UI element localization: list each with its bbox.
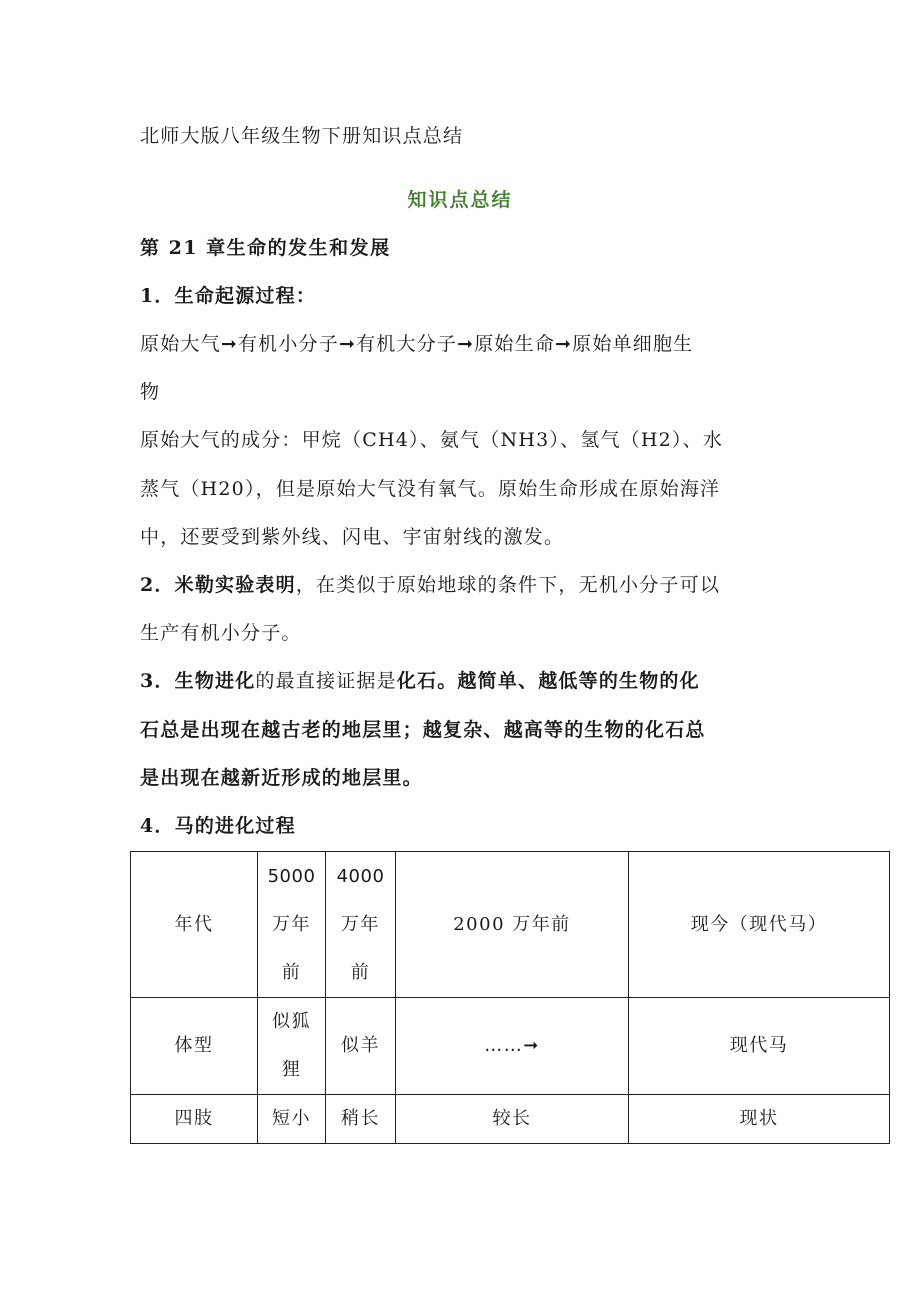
table-cell: 四肢 [131, 1095, 258, 1144]
table-cell: 似羊 [326, 998, 396, 1095]
arrow-icon: ➞ [555, 333, 573, 355]
table-cell: 短小 [258, 1095, 326, 1144]
table-cell: 现状 [629, 1095, 890, 1144]
document-title: 北师大版八年级生物下册知识点总结 [140, 125, 464, 147]
point-4-heading: 4．马的进化过程 [140, 815, 296, 837]
point-3-line-3: 是出现在越新近形成的地层里。 [140, 767, 423, 789]
table-cell: 现今（现代马） [629, 852, 890, 998]
table-cell: 2000 万年前 [396, 852, 629, 998]
point-1-heading: 1．生命起源过程： [140, 285, 317, 307]
point-2-line-1: 2．米勒实验表明，在类似于原始地球的条件下，无机小分子可以 [140, 574, 721, 596]
table-cell: 较长 [396, 1095, 629, 1144]
atmosphere-line-3: 中，还要受到紫外线、闪电、宇宙射线的激发。 [140, 526, 565, 548]
origin-chain: 原始大气➞有机小分子➞有机大分子➞原始生命➞原始单细胞生 [140, 333, 694, 355]
chapter-heading: 第 21 章生命的发生和发展 [140, 237, 391, 259]
table-cell: 5000 万年 前 [258, 852, 326, 998]
point-3-line-2: 石总是出现在越古老的地层里；越复杂、越高等的生物的化石总 [140, 719, 706, 741]
table-row [131, 852, 890, 998]
table-cell: 似狐 狸 [258, 998, 326, 1095]
point-3-line-1: 3．生物进化的最直接证据是化石。越简单、越低等的生物的化 [140, 670, 700, 692]
table-cell: 年代 [131, 852, 258, 998]
point-2-line-2: 生产有机小分子。 [140, 622, 302, 644]
table-cell: 现代马 [629, 998, 890, 1095]
section-title: 知识点总结 [407, 189, 513, 211]
table-row [131, 1095, 890, 1144]
arrow-icon: ➞ [457, 333, 475, 355]
table-row [131, 998, 890, 1095]
table-cell: 稍长 [326, 1095, 396, 1144]
origin-chain-wrap: 物 [140, 381, 161, 403]
table-cell: 体型 [131, 998, 258, 1095]
atmosphere-line-2: 蒸气（H20），但是原始大气没有氧气。原始生命形成在原始海洋 [140, 478, 721, 500]
table-cell: 4000 万年 前 [326, 852, 396, 998]
arrow-icon: ➞ [220, 333, 238, 355]
horse-evolution-table [130, 851, 890, 1144]
arrow-icon: ➞ [338, 333, 357, 355]
atmosphere-line-1: 原始大气的成分：甲烷（CH4）、氨气（NH3）、氢气（H2）、水 [140, 429, 724, 451]
table-cell: ……➞ [396, 998, 629, 1095]
